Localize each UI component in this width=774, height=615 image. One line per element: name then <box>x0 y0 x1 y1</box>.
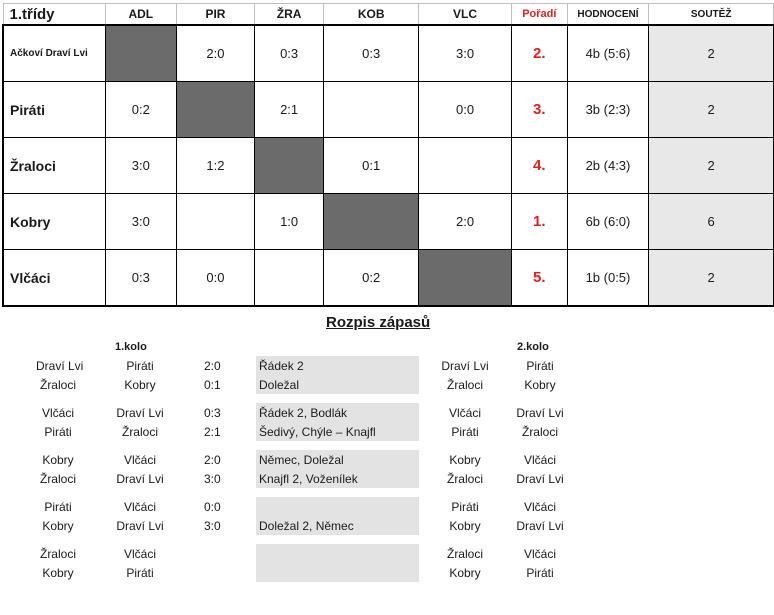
column-header-rating: HODNOCENÍ <box>567 4 649 26</box>
team-name: Vlčáci <box>3 250 105 307</box>
column-header-contest: SOUTĚŽ <box>649 4 774 26</box>
table-row <box>3 194 774 250</box>
rating-cell: 6b (6:0) <box>567 194 649 250</box>
result-cell-self <box>419 250 512 307</box>
team-name: Ačkoví Draví Lvi <box>3 25 105 82</box>
contest-cell: 6 <box>649 194 774 250</box>
table-row <box>3 82 774 138</box>
round2-away-team: Žraloci <box>521 425 558 439</box>
result-cell: 0:2 <box>105 82 176 138</box>
round2-heading: 2.kolo <box>517 341 549 353</box>
round2-home-team: Žraloci <box>446 378 483 392</box>
rating-cell: 4b (5:6) <box>567 25 649 82</box>
round1-heading: 1.kolo <box>115 341 147 353</box>
result-cell <box>176 194 254 250</box>
round1-home-team: Žraloci <box>39 472 76 486</box>
round1-scorers: Řádek 2 <box>259 359 304 373</box>
round2-home-team: Vlčáci <box>448 406 481 420</box>
result-cell-self <box>254 138 323 194</box>
round1-score: 0:1 <box>204 378 221 392</box>
round1-home-team: Kobry <box>42 566 74 580</box>
round2-home-team: Žraloci <box>446 547 483 561</box>
result-cell: 3:0 <box>105 138 176 194</box>
round2-home-team: Piráti <box>451 500 479 514</box>
contest-cell: 2 <box>649 138 774 194</box>
contest-cell: 2 <box>649 82 774 138</box>
column-header-pir: PIR <box>176 4 254 26</box>
round1-score: 0:3 <box>204 406 221 420</box>
round1-scorers: Šedivý, Chýle – Knajfl <box>259 425 376 439</box>
result-cell <box>419 138 512 194</box>
result-cell: 3:0 <box>419 25 512 82</box>
column-header-vlc: VLC <box>419 4 512 26</box>
rank-cell: 4. <box>511 138 567 194</box>
round1-away-team: Vlčáci <box>123 453 156 467</box>
contest-cell: 2 <box>649 25 774 82</box>
round2-home-team: Kobry <box>449 453 481 467</box>
table-row <box>3 250 774 307</box>
rank-cell: 3. <box>511 82 567 138</box>
result-cell-self <box>324 194 419 250</box>
round1-scorers: Knajfl 2, Voženílek <box>259 472 358 486</box>
round1-scorers: Řádek 2, Bodlák <box>259 406 348 420</box>
round2-away-team: Piráti <box>526 566 554 580</box>
result-cell-self <box>105 25 176 82</box>
standings-table <box>2 3 774 307</box>
result-cell: 0:2 <box>324 250 419 307</box>
round1-away-team: Kobry <box>124 378 156 392</box>
round1-home-team: Piráti <box>44 425 72 439</box>
column-header-adl: ADL <box>105 4 176 26</box>
round2-away-team: Vlčáci <box>523 500 556 514</box>
result-cell: 3:0 <box>105 194 176 250</box>
result-cell: 2:0 <box>419 194 512 250</box>
result-cell: 0:0 <box>419 82 512 138</box>
rank-cell: 5. <box>511 250 567 307</box>
rating-cell: 1b (0:5) <box>567 250 649 307</box>
rating-cell: 3b (2:3) <box>567 82 649 138</box>
contest-cell: 2 <box>649 250 774 307</box>
result-cell: 0:3 <box>105 250 176 307</box>
round1-home-team: Kobry <box>42 519 74 533</box>
round1-away-team: Draví Lvi <box>116 472 164 486</box>
result-cell <box>324 82 419 138</box>
round2-home-team: Kobry <box>449 566 481 580</box>
result-cell: 0:3 <box>254 25 323 82</box>
round1-score: 3:0 <box>204 519 221 533</box>
round1-away-team: Vlčáci <box>123 500 156 514</box>
team-name: Žraloci <box>3 138 105 194</box>
standings-header-row <box>3 4 774 26</box>
round2-away-team: Vlčáci <box>523 453 556 467</box>
round2-home-team: Piráti <box>451 425 479 439</box>
round1-away-team: Draví Lvi <box>116 519 164 533</box>
round1-score: 0:0 <box>204 500 221 514</box>
result-cell: 0:3 <box>324 25 419 82</box>
round1-home-team: Kobry <box>42 453 74 467</box>
round1-away-team: Žraloci <box>121 425 158 439</box>
round1-away-team: Vlčáci <box>123 547 156 561</box>
round1-scorers: Doležal 2, Němec <box>259 519 354 533</box>
result-cell: 1:2 <box>176 138 254 194</box>
round1-home-team: Žraloci <box>39 378 76 392</box>
round1-scorers: Doležal <box>259 378 300 392</box>
result-cell: 2:1 <box>254 82 323 138</box>
round2-away-team: Draví Lvi <box>516 406 564 420</box>
round1-home-team: Draví Lvi <box>36 359 84 373</box>
scorers-box <box>256 544 419 582</box>
round2-away-team: Draví Lvi <box>516 472 564 486</box>
rank-cell: 1. <box>511 194 567 250</box>
team-name: Kobry <box>3 194 105 250</box>
round1-scorers: Němec, Doležal <box>259 453 344 467</box>
rating-cell: 2b (4:3) <box>567 138 649 194</box>
column-header-kob: KOB <box>324 4 419 26</box>
round1-score: 2:0 <box>204 453 221 467</box>
round2-home-team: Kobry <box>449 519 481 533</box>
round1-home-team: Piráti <box>44 500 72 514</box>
round2-away-team: Piráti <box>526 359 554 373</box>
round1-away-team: Draví Lvi <box>116 406 164 420</box>
result-cell-self <box>176 82 254 138</box>
result-cell: 2:0 <box>176 25 254 82</box>
round1-home-team: Žraloci <box>39 547 76 561</box>
round1-score: 2:0 <box>204 359 221 373</box>
result-cell <box>254 250 323 307</box>
round2-away-team: Vlčáci <box>523 547 556 561</box>
table-row <box>3 138 774 194</box>
result-cell: 0:1 <box>324 138 419 194</box>
round2-away-team: Draví Lvi <box>516 519 564 533</box>
table-corner-label: 1.třídy <box>3 4 105 26</box>
result-cell: 1:0 <box>254 194 323 250</box>
schedule-title: Rozpis zápasů <box>326 314 431 331</box>
round1-score: 3:0 <box>204 472 221 486</box>
team-name: Piráti <box>3 82 105 138</box>
column-header-rank: Pořadí <box>511 4 567 26</box>
round1-home-team: Vlčáci <box>41 406 74 420</box>
round1-score: 2:1 <box>204 425 221 439</box>
round2-away-team: Kobry <box>524 378 556 392</box>
table-row <box>3 25 774 82</box>
round1-away-team: Piráti <box>126 566 154 580</box>
rank-cell: 2. <box>511 25 567 82</box>
round2-home-team: Draví Lvi <box>441 359 489 373</box>
round1-away-team: Piráti <box>126 359 154 373</box>
result-cell: 0:0 <box>176 250 254 307</box>
column-header-zra: ŽRA <box>254 4 323 26</box>
round2-home-team: Žraloci <box>446 472 483 486</box>
